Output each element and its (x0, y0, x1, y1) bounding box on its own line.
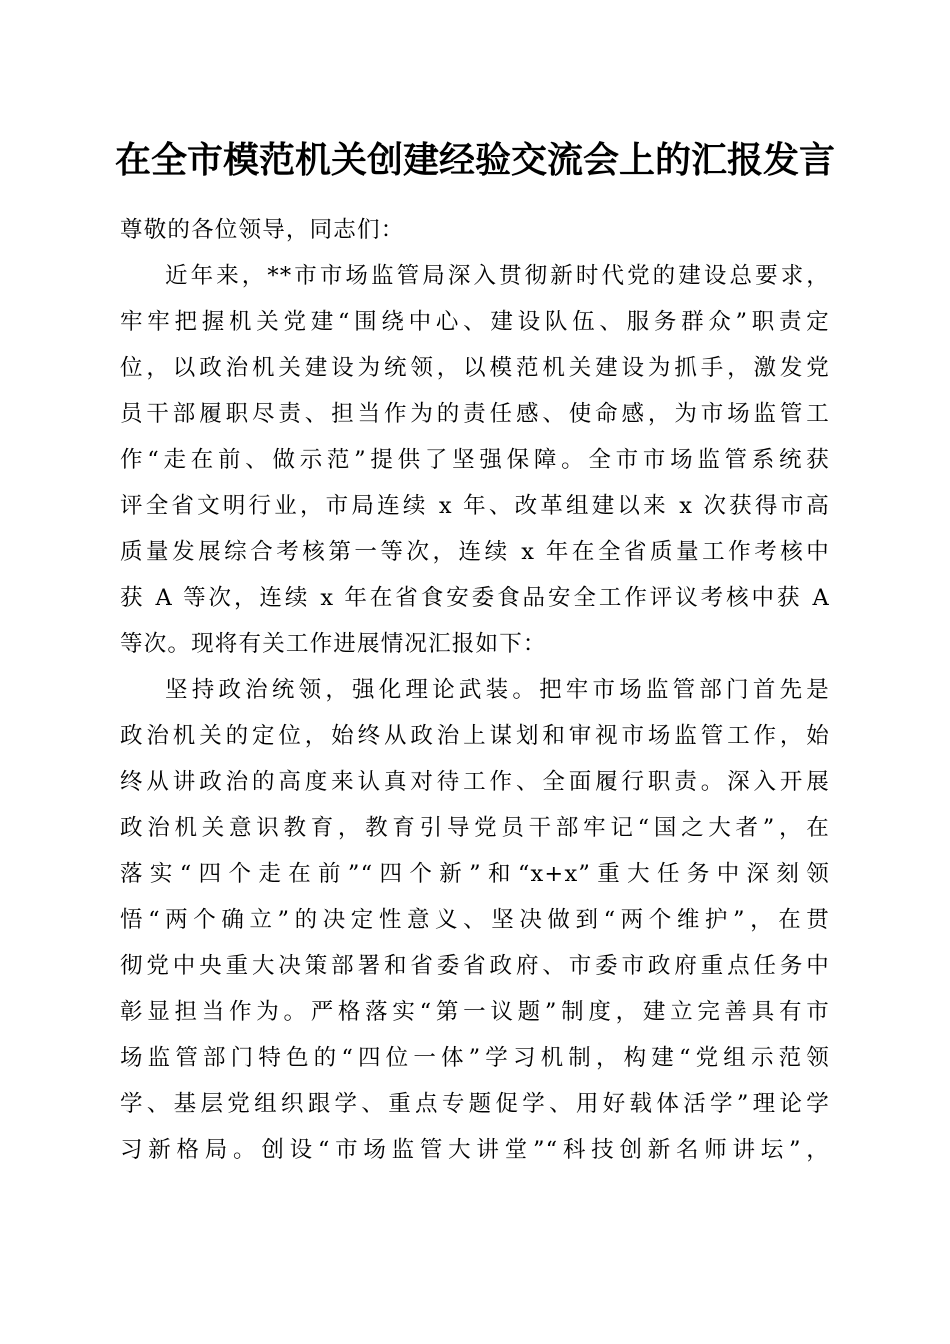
paragraph-line: 坚持政治统领，强化理论武装。把牢市场监管部门首先是 (165, 677, 830, 703)
document-title: 在全市模范机关创建经验交流会上的汇报发言 (114, 139, 835, 181)
paragraph-line: 近年来，**市市场监管局深入贯彻新时代党的建设总要求， (165, 263, 830, 289)
paragraph-line: 悟“两个确立”的决定性意义、坚决做到“两个维护”，在贯 (120, 907, 830, 933)
paragraph-line: 学、基层党组织跟学、重点专题促学、用好载体活学”理论学 (120, 1091, 830, 1117)
paragraph-line: 政治机关意识教育，教育引导党员干部牢记“国之大者”，在 (120, 815, 830, 841)
paragraph-line: 落实“四个走在前”“四个新”和“x+x”重大任务中深刻领 (120, 861, 830, 887)
paragraph-line: 习新格局。创设“市场监管大讲堂”“科技创新名师讲坛”， (120, 1137, 830, 1163)
paragraph-line: 政治机关的定位，始终从政治上谋划和审视市场监管工作，始 (120, 723, 830, 749)
paragraph-line: 质量发展综合考核第一等次，连续 x 年在全省质量工作考核中 (120, 539, 830, 565)
paragraph-line: 获 A 等次，连续 x 年在省食安委食品安全工作评议考核中获 A (120, 585, 830, 611)
paragraph-line: 等次。现将有关工作进展情况汇报如下： (120, 631, 547, 657)
paragraph-line: 作“走在前、做示范”提供了坚强保障。全市市场监管系统获 (120, 447, 830, 473)
paragraph-line: 牢牢把握机关党建“围绕中心、建设队伍、服务群众”职责定 (120, 309, 830, 335)
paragraph-line: 评全省文明行业，市局连续 x 年、改革组建以来 x 次获得市高 (120, 493, 830, 519)
paragraph-line: 彻党中央重大决策部署和省委省政府、市委市政府重点任务中 (120, 953, 830, 979)
paragraph-line: 终从讲政治的高度来认真对待工作、全面履行职责。深入开展 (120, 769, 830, 795)
paragraph-line: 位，以政治机关建设为统领，以模范机关建设为抓手，激发党 (120, 355, 830, 381)
salutation: 尊敬的各位领导，同志们： (120, 217, 405, 243)
paragraph-line: 场监管部门特色的“四位一体”学习机制，构建“党组示范领 (120, 1045, 830, 1071)
paragraph-line: 彰显担当作为。严格落实“第一议题”制度，建立完善具有市 (120, 999, 830, 1025)
paragraph-line: 员干部履职尽责、担当作为的责任感、使命感，为市场监管工 (120, 401, 830, 427)
